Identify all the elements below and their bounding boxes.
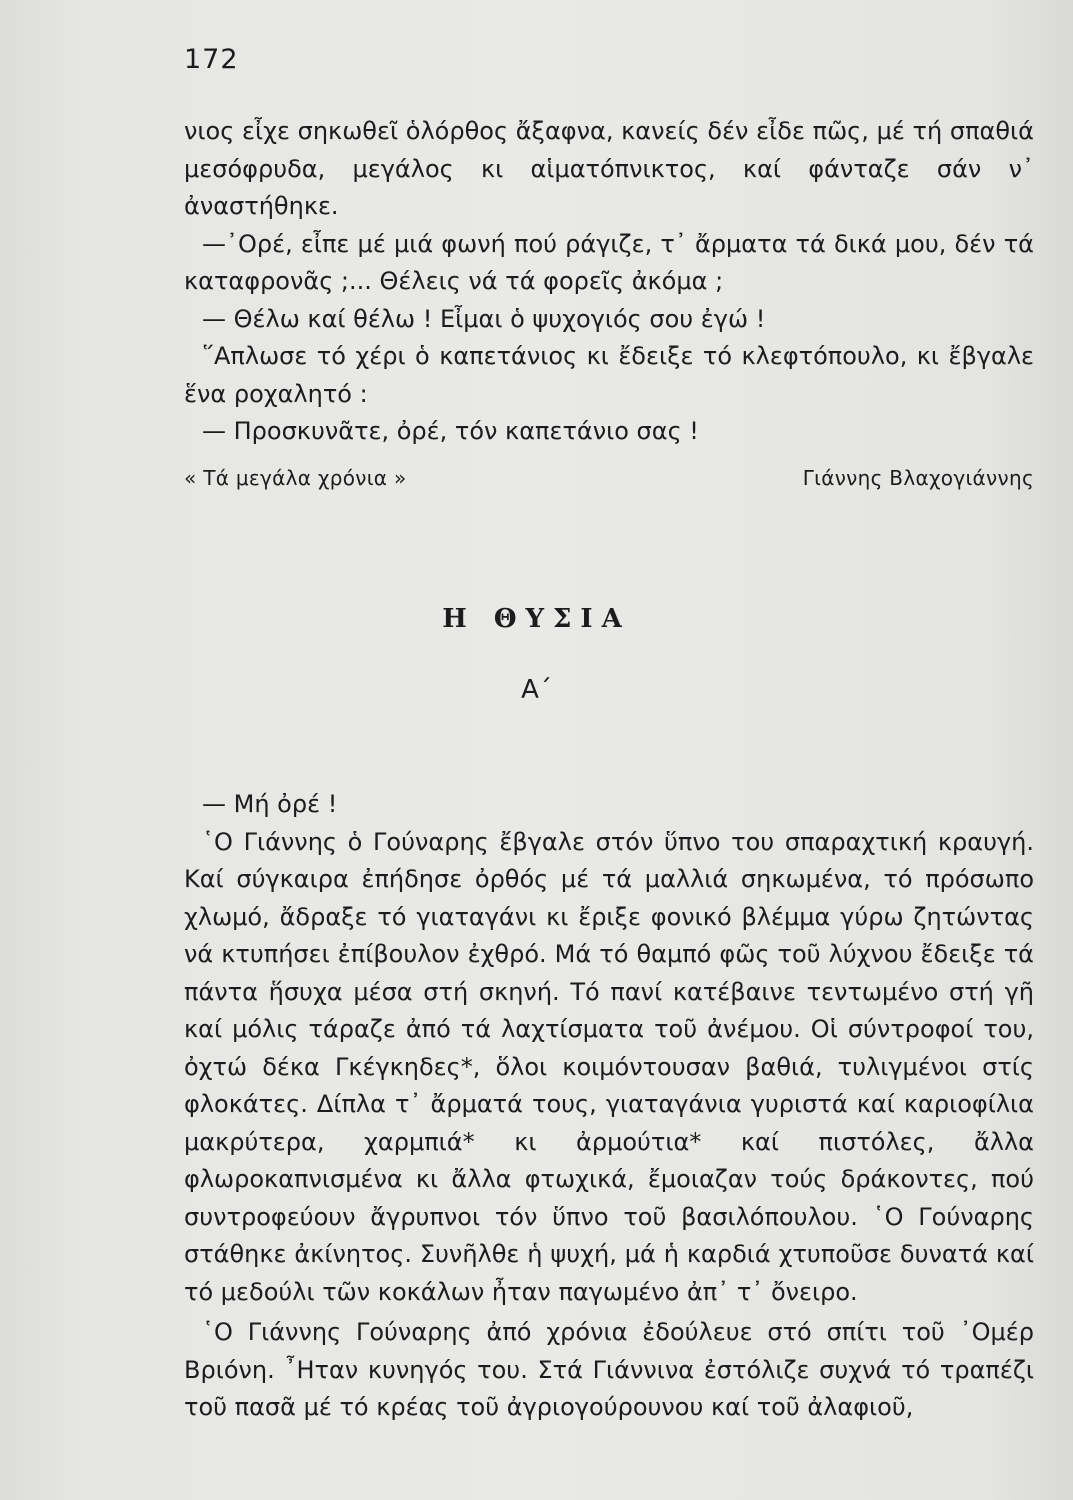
source-citation (184, 466, 1034, 490)
excerpt-text (184, 113, 1034, 451)
section-title: Η ΘΥΣΙΑ (442, 604, 631, 634)
story-paragraph: ῾Ο Γιάννης ὁ Γούναρης ἔβγαλε στόν ὕπνο του σπαραχτική κραυγή. Καί σύγκαιρα ἐπήδησε ὀρθός μέ τά μαλλιά σηκωμένα, τό πρόσωπο χλωμό, ἄδραξε τό γιαταγάνι κι ἔριξε φονικό βλέμμα γύρω ζητώντας νά κτυπήσει ἐπίβουλον ἐχθρό. Μά τό θαμπό φῶς τοῦ λύχνου ἔδειξε τά πάντα ἥσυχα μέσα στή σκηνή. Τό πανί κατέβαινε τεντωμένο στή γῆ καί μόλις τάραζε ἀπό τά λαχτίσματα τοῦ ἀνέμου. Οἱ σύντροφοί του, ὀχτώ δέκα Γκέγκηδες*, ὅλοι κοιμόντουσαν βαθιά, τυλιγμένοι στίς φλοκάτες. Δίπλα τ᾽ ἄρματά τους, γιαταγάνια γυριστά καί καριοφίλια μακρύτερα, χαρμπιά* κι ἀρμούτια* καί πιστόλες, ἄλλα φλωροκαπνισμένα κι ἄλλα φτωχικά, ἔμοιαζαν τούς δράκοντες, πού συντροφεύουν ἄγρυπνοι τόν ὕπνο τοῦ βασιλόπουλου. ῾Ο Γούναρης στάθηκε ἀκίνητος. Συνῆλθε ἡ ψυχή, μά ἡ καρδιά χτυποῦσε δυνατά καί τό μεδούλι τῶν κοκάλων ἦταν παγωμένο ἀπ᾽ τ᾽ ὄνειρο. (184, 827, 1034, 1306)
story-paragraph: ῾Ο Γιάννης Γούναρης ἀπό χρόνια ἐδούλευε στό σπίτι τοῦ ᾽Ομέρ Βριόνη. ῏Ηταν κυνηγός του. Στά Γιάννινα ἐστόλιζε συχνά τό τραπέζι τοῦ πασᾶ μέ τό κρέας τοῦ ἀγριογούρουνου καί τοῦ ἀλαφιοῦ, (184, 1318, 1034, 1421)
excerpt-paragraph: —᾽Ορέ, εἶπε μέ μιά φωνή πού ράγιζε, τ᾽ ἄρματα τά δικά μου, δέν τά καταφρονᾶς ;... Θέλεις νά τά φορεῖς ἀκόμα ; (184, 229, 1034, 295)
source-work-title: « Τά μεγάλα χρόνια » (184, 466, 407, 490)
page-number: 172 (184, 44, 239, 75)
story-text (184, 786, 1034, 1427)
excerpt-paragraph: ῞Απλωσε τό χέρι ὁ καπετάνιος κι ἔδειξε τό κλεφτόπουλο, κι ἔβγαλε ἕνα ροχαλητό : (184, 342, 1034, 408)
chapter-number: Α΄ (521, 675, 552, 705)
source-author: Γιάννης Βλαχογιάννης (802, 466, 1034, 490)
excerpt-paragraph: νιος εἶχε σηκωθεῖ ὁλόρθος ἄξαφνα, κανείς δέν εἶδε πῶς, μέ τή σπαθιά μεσόφρυδα, μεγάλος κι αἱματόπνικτος, καί φάνταζε σάν ν᾽ ἀναστήθηκε. (184, 117, 1034, 220)
excerpt-paragraph: — Προσκυνᾶτε, ὀρέ, τόν καπετάνιο σας ! (202, 417, 699, 445)
excerpt-paragraph: — Θέλω καί θέλω ! Εἶμαι ὁ ψυχογιός σου ἐγώ ! (202, 304, 766, 333)
story-paragraph: — Μή ὀρέ ! (202, 790, 338, 818)
